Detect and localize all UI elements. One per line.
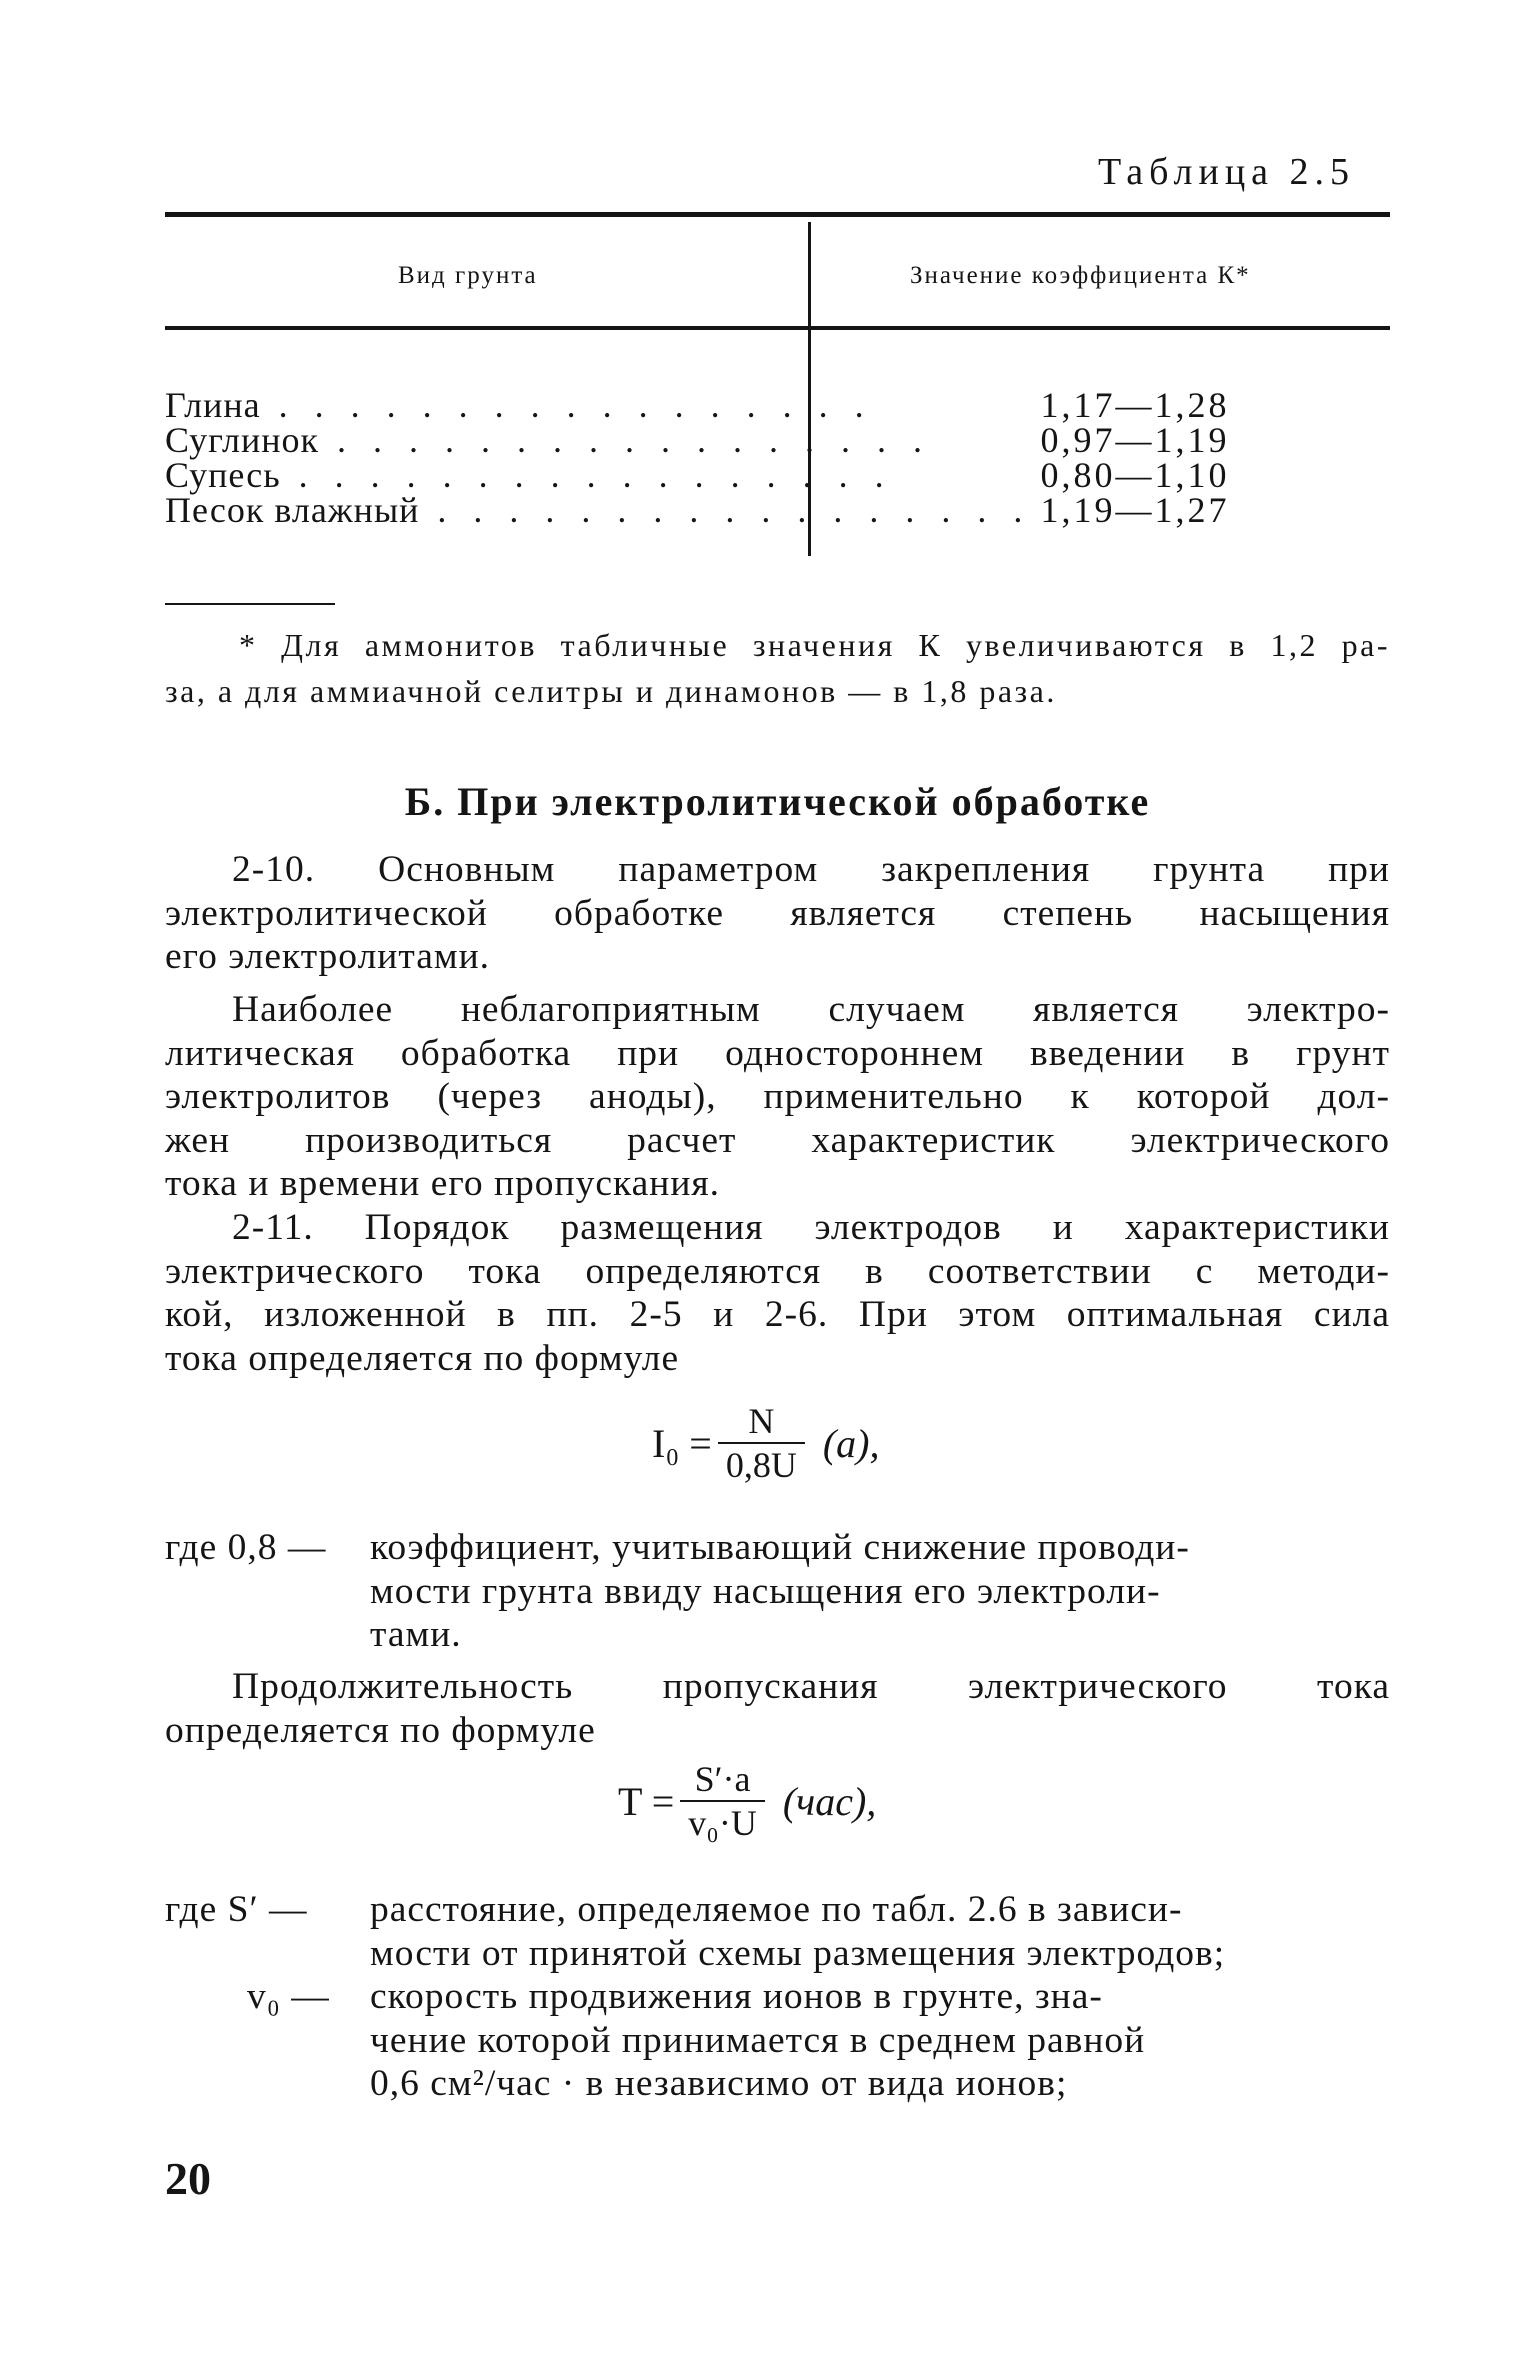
table-cell-value: 1,19—1,27 [1040, 490, 1230, 530]
formula-duration [618, 1758, 876, 1844]
text-line: электрического тока определяются в соответствии с методи- [165, 1250, 1390, 1292]
text-line: электролитов (через аноды), применительно к которой дол- [165, 1076, 1390, 1117]
where-label: v₀ — [247, 1976, 330, 2017]
text-line: расстояние, определяемое по табл. 2.6 в зависи- [370, 1889, 1183, 1930]
text-line: мости от принятой схемы размещения электродов; [370, 1932, 1226, 1974]
formula-lhs: I₀ = [652, 1420, 712, 1466]
formula-unit: (час), [782, 1778, 877, 1824]
formula-fraction [718, 1400, 805, 1486]
text-line: его электролитами. [165, 936, 491, 977]
section-title: Б. При электролитической обработке [404, 779, 1151, 824]
table-cell-soil: Глина [165, 385, 261, 425]
table-row [165, 420, 1390, 460]
footnote-line: за, а для аммиачной селитры и динамонов — в 1,8 раза. [165, 673, 1057, 709]
text-line: определяется по формуле [165, 1709, 596, 1751]
text-line: Продолжительность пропускания электрического тока [232, 1666, 1390, 1707]
text-line: тока определяется по формуле [165, 1337, 680, 1379]
where-label: где S′ — [165, 1889, 308, 1930]
table-header-soil-type: Вид грунта [398, 262, 538, 289]
paragraph-duration [165, 1665, 1390, 1752]
formula-numerator: S′·a [694, 1759, 751, 1799]
table-top-rule [165, 212, 1390, 217]
footnote-rule [165, 603, 335, 605]
text-line: 0,6 см²/час · в независимо от вида ионов; [370, 2063, 1068, 2104]
formula-current [652, 1400, 879, 1486]
table-cell-value: 0,97—1,19 [1040, 420, 1230, 460]
paragraph-2-11 [165, 1206, 1390, 1380]
dot-leader: . . . . . . . . . . . . . . . . . [280, 455, 893, 495]
dot-leader: . . . . . . . . . . . . . . . . . [419, 490, 1032, 530]
formula-denominator: v₀·U [688, 1803, 757, 1843]
table-cell-soil: Песок влажный [165, 490, 420, 530]
footnote-line: * Для аммонитов табличные значения К увеличиваются в 1,2 ра- [239, 627, 1390, 663]
table-header-rule [165, 326, 1390, 330]
table-row [165, 385, 1390, 425]
dot-leader: . . . . . . . . . . . . . . . . . [260, 385, 873, 425]
text-line: мости грунта ввиду насыщения его электроли- [370, 1570, 1161, 1612]
paragraph-unfavorable-case [165, 988, 1390, 1206]
table-row [165, 490, 1390, 530]
formula-fraction [680, 1758, 765, 1844]
dot-leader: . . . . . . . . . . . . . . . . . [319, 420, 932, 460]
text-line: скорость продвижения ионов в грунте, зна- [370, 1976, 1103, 2017]
text-line: тока и времени его пропускания. [165, 1163, 721, 1204]
formula-unit: (a), [822, 1420, 880, 1466]
table-cell-soil: Суглинок [165, 420, 320, 460]
table-header-coefficient: Значение коэффициента К* [910, 262, 1251, 289]
table-cell-value: 0,80—1,10 [1040, 455, 1230, 495]
text-line: тами. [370, 1614, 462, 1655]
text-line: коэффициент, учитывающий снижение проводи- [370, 1527, 1190, 1568]
table-row [165, 455, 1390, 495]
text-line: электролитической обработке является степень насыщения [165, 892, 1390, 934]
where-clause-distance [165, 1888, 1390, 1978]
text-line: чение которой принимается в среднем равной [370, 2019, 1146, 2061]
text-line: 2-11. Порядок размещения электродов и характеристики [232, 1207, 1390, 1248]
formula-lhs: T = [618, 1778, 675, 1824]
formula-numerator: N [748, 1401, 775, 1441]
page-number: 20 [165, 2153, 211, 2204]
text-line: литическая обработка при одностороннем введении в грунт [165, 1032, 1390, 1074]
where-clause-velocity [165, 1975, 1390, 2110]
table-footnote [165, 622, 1390, 714]
paragraph-2-10 [165, 848, 1390, 979]
table-title: Таблица 2.5 [1098, 151, 1356, 193]
where-clause-coefficient [165, 1526, 1390, 1661]
text-line: жен производиться расчет характеристик электрического [165, 1119, 1390, 1161]
table-cell-soil: Супесь [165, 455, 281, 495]
text-line: Наиболее неблагоприятным случаем является электро- [232, 989, 1390, 1030]
where-label: где 0,8 — [165, 1527, 327, 1568]
formula-denominator: 0,8U [725, 1445, 797, 1485]
text-line: 2-10. Основным параметром закрепления грунта при [232, 849, 1390, 890]
text-line: кой, изложенной в пп. 2-5 и 2-6. При этом оптимальная сила [165, 1294, 1390, 1335]
table-cell-value: 1,17—1,28 [1040, 385, 1230, 425]
